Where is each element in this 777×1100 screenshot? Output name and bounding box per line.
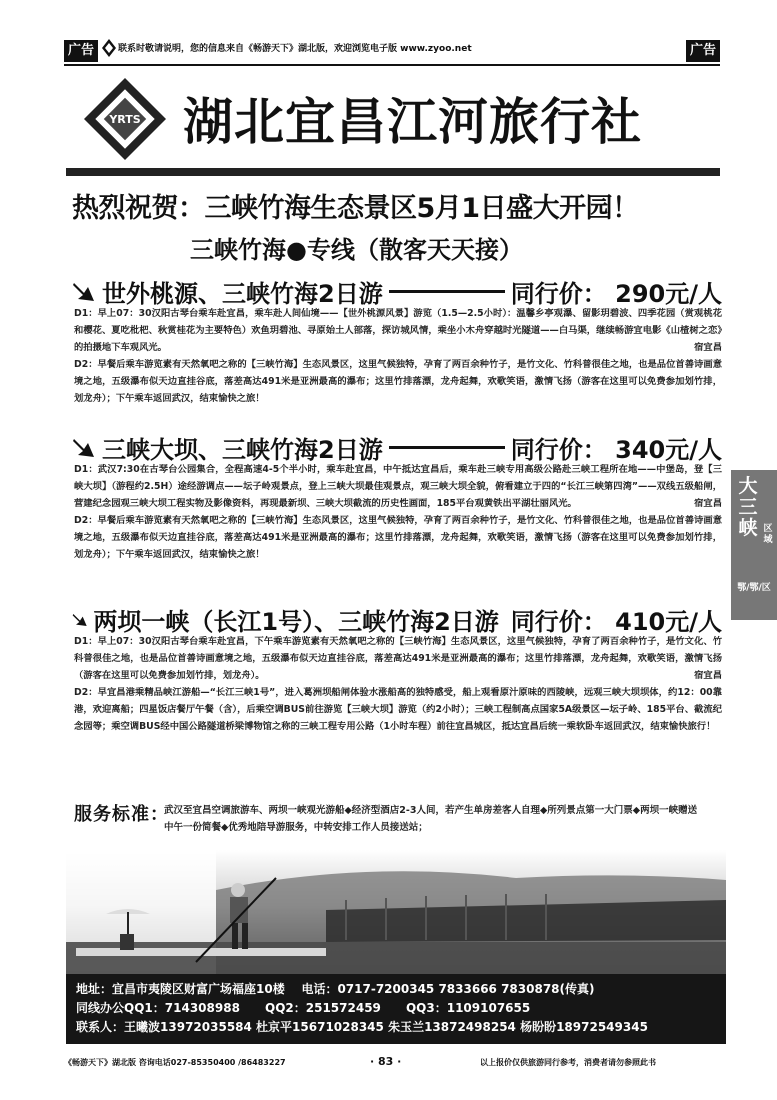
footer-left: 《畅游天下》湖北版 咨询电话027-85350400 /86483227 <box>64 1058 286 1067</box>
tour-title <box>72 274 722 309</box>
itinerary-day: D1：早上07：30汉阳古琴台乘车赴宜昌，乘车赴人间仙境——【世外桃源风景】游览（1.5—2.5小时）：温馨乡亭观瀑、留影玥碧波、四季花园（赏观桃花和樱花、夏吃枇杷、秋赏桂花为主要特色）欢鱼玥碧池、寻原始土人部落，探访城风情，乘坐小木舟穿越时光隧道——白马渠，继续畅游宜电影《山楂树之恋》的拍摄地下车观风光。 宿宜昌 <box>74 305 722 356</box>
tour-itinerary <box>74 461 722 563</box>
itinerary-day: D1：早上07：30汉阳古琴台乘车赴宜昌，下午乘车游览素有天然氧吧之称的【三峡竹海】生态风景区，这里气候独特，孕育了两百余种竹子，是竹文化、竹科普很佳之地，也是品位首善诗画意境之地，五级瀑布似天边直挂谷底，落差高达491米是亚洲最高的瀑布；这里竹排落漂，龙舟起舞，欢歌笑语，激情飞扬（游客在这里可以免费参加划竹排，划龙舟）。 宿宜昌 <box>74 633 722 684</box>
overnight-note: 宿宜昌 <box>694 498 722 509</box>
contact-people-row: 联系人：王曦波13972035584 杜京平15671028345 朱玉兰13872498254 杨盼盼18972549345 <box>76 1020 648 1034</box>
headline: 热烈祝贺：三峡竹海生态景区5月1日盛大开园！ <box>72 193 639 224</box>
ad-tag-left: 广告 <box>64 40 98 62</box>
tour-name: 两坝一峡（长江1号）、三峡竹海2日游 <box>93 608 499 636</box>
agency-name: 湖北宜昌江河旅行社 <box>183 93 642 151</box>
tour-price: 同行价： 410元/人 <box>510 608 722 636</box>
contact-qq-row: 同线办公QQ1：714308988 QQ2：251572459 QQ3：1109107655 <box>76 1001 531 1015</box>
tour-price: 同行价： 340元/人 <box>510 436 722 464</box>
agency-logo <box>82 76 168 162</box>
itinerary-day: D2：早餐后乘车游览素有天然氧吧之称的【三峡竹海】生态风景区，这里气候独特，孕育了两百余种竹子，是竹文化、竹科普很佳之地，也是品位首善诗画意境之地，五级瀑布似天边直挂谷底，落差高达491米是亚洲最高的瀑布；这里竹排落漂，龙舟起舞，欢歌笑语，激情飞扬（游客在这里可以免费参加划竹排，划龙舟）；下午乘车返回武汉，结束愉快之旅！ <box>74 359 722 404</box>
side-tab-bottom: 鄂/鄂/区 <box>737 583 771 593</box>
itinerary-day: D2：早宜昌港乘精品峡江游船—“长江三峡1号”，进入葛洲坝船闸体验水涨船高的独特感受，船上观看原汁原味的西陵峡，远观三峡大坝坝体，约12：00靠港，欢迎离船；四星饭店餐厅午餐（含），后乘空调BUS前往游览【三峡大坝】游览（约2小时）；三峡工程制高点国家5A级景区—坛子岭、185平台、截流纪念园等；乘空调BUS经中国公路隧道桥梁博物馆之称的三峡工程专用公路（1小时车程）前往宜昌城区，抵达宜昌后统一乘软卧车返回武汉，结束愉快旅行！ <box>74 687 722 732</box>
tour-title <box>72 430 722 465</box>
overnight-note: 宿宜昌 <box>694 670 722 681</box>
bamboo-raft-photo <box>66 850 726 974</box>
tour-price: 同行价： 290元/人 <box>510 280 722 308</box>
overnight-note: 宿宜昌 <box>694 342 722 353</box>
subhead: 三峡竹海●专线（散客天天接） <box>190 236 523 264</box>
address: 宜昌市夷陵区财富广场福座10楼 <box>112 982 285 996</box>
small-brand-icon <box>101 38 117 58</box>
tour-name: 世外桃源、三峡竹海2日游 <box>102 280 383 308</box>
service-text: 武汉至宜昌空调旅游车、两坝一峡观光游船◆经济型酒店2-3人间，若产生单房差客人自理◆所列景点第一大门票◆两坝一峡赠送中午一份简餐◆优秀地陪导游服务，中转安排工作人员接送站； <box>164 805 698 833</box>
ad-tag-right: 广告 <box>686 40 720 62</box>
phone: 0717-7200345 7833666 7830878(传真) <box>337 982 595 996</box>
qq2: QQ2：251572459 <box>265 1001 381 1015</box>
contact-address-row: 地址：宜昌市夷陵区财富广场福座10楼 电话：0717-7200345 7833666 7830878(传真) <box>76 982 595 996</box>
arrow-icon <box>72 281 98 303</box>
arrow-icon <box>72 609 89 631</box>
side-tab-subtitle: 区域 <box>763 524 773 545</box>
service-label: 服务标准： <box>74 804 169 825</box>
page-number: · 83 · <box>370 1055 402 1068</box>
contact-people: 王曦波13972035584 杜京平15671028345 朱玉兰13872498254 杨盼盼18972549345 <box>124 1020 648 1034</box>
tour-name: 三峡大坝、三峡竹海2日游 <box>102 436 383 464</box>
side-tab-title: 大三峡 <box>738 475 758 539</box>
title-rule <box>389 446 505 449</box>
header-divider <box>66 168 720 176</box>
qq3: QQ3：1109107655 <box>405 1001 531 1015</box>
arrow-icon <box>72 437 98 459</box>
footer-right: 以上报价仅供旅游同行参考，消费者请勿参照此书 <box>480 1058 656 1067</box>
top-divider <box>64 64 720 66</box>
itinerary-day: D2：早餐后乘车游览素有天然氧吧之称的【三峡竹海】生态风景区，这里气候独特，孕育了两百余种竹子，是竹文化、竹科普很佳之地，也是品位首善诗画意境之地，五级瀑布似天边直挂谷底，落差高达491米是亚洲最高的瀑布；这里竹排落漂，龙舟起舞，欢歌笑语，激情飞扬（游客在这里可以免费参加划竹排，划龙舟）；下午乘车返回武汉，结束愉快之旅！ <box>74 515 722 560</box>
title-rule <box>389 290 505 293</box>
tour-itinerary <box>74 305 722 407</box>
tour-title <box>72 602 722 637</box>
itinerary-day: D1：武汉7:30在古琴台公园集合，全程高速4-5个半小时，乘车赴宜昌，中午抵达宜昌后，乘车赴三峡专用高级公路赴三峡工程所在地——中堡岛，登【三峡大坝】（游程约2.5H）途经游调点——坛子岭观景点，登上三峡大坝最佳观景点，观三峡大坝全貌，俯看建立于四的“长江三峡第四湾”——双线五级船闸，营建纪念园观三峡大坝工程实物及影像资料，再现最新坝、三峡大坝截流的历史性画面，185平台观黄铁出平湖壮丽风光。 宿宜昌 <box>74 461 722 512</box>
qq1: QQ1：714308988 <box>124 1001 240 1015</box>
section-side-tab <box>731 470 777 620</box>
logo-text: YRTS <box>109 113 141 126</box>
contact-block <box>66 974 726 1044</box>
top-notice: 联系时敬请说明，您的信息来自《畅游天下》湖北版，欢迎浏览电子版 www.zyoo.net <box>118 44 472 54</box>
tour-itinerary <box>74 633 722 735</box>
